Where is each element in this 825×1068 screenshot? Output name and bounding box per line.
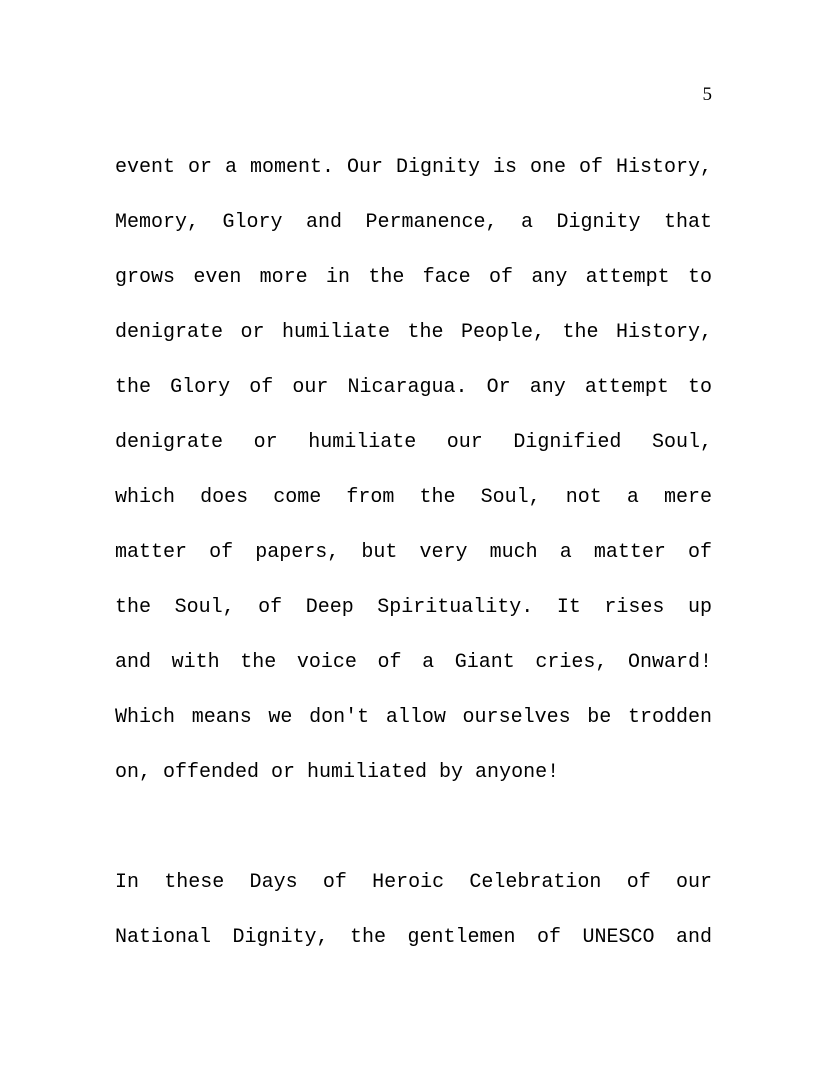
text-line: denigrate or humiliate our Dignified Soul, [115,431,712,454]
paragraph [115,140,712,800]
text-line: event or a moment. Our Dignity is one of History, [115,156,712,179]
text-line: on, offended or humiliated by anyone! [115,761,560,784]
text-line: grows even more in the face of any attempt to [115,266,712,289]
text-line: Which means we don't allow ourselves be trodden [115,706,712,729]
text-line: National Dignity, the gentlemen of UNESCO and [115,926,712,949]
text-line: denigrate or humiliate the People, the History, [115,321,712,344]
text-line: the Glory of our Nicaragua. Or any attempt to [115,376,712,399]
paragraph [115,855,712,965]
text-line: Memory, Glory and Permanence, a Dignity that [115,211,712,234]
text-line: In these Days of Heroic Celebration of our [115,871,712,894]
text-line: and with the voice of a Giant cries, Onward! [115,651,712,674]
document-body [115,140,712,965]
text-line: matter of papers, but very much a matter of [115,541,712,564]
text-line: which does come from the Soul, not a mere [115,486,712,509]
text-line: the Soul, of Deep Spirituality. It rises up [115,596,712,619]
page-number: 5 [702,84,712,105]
